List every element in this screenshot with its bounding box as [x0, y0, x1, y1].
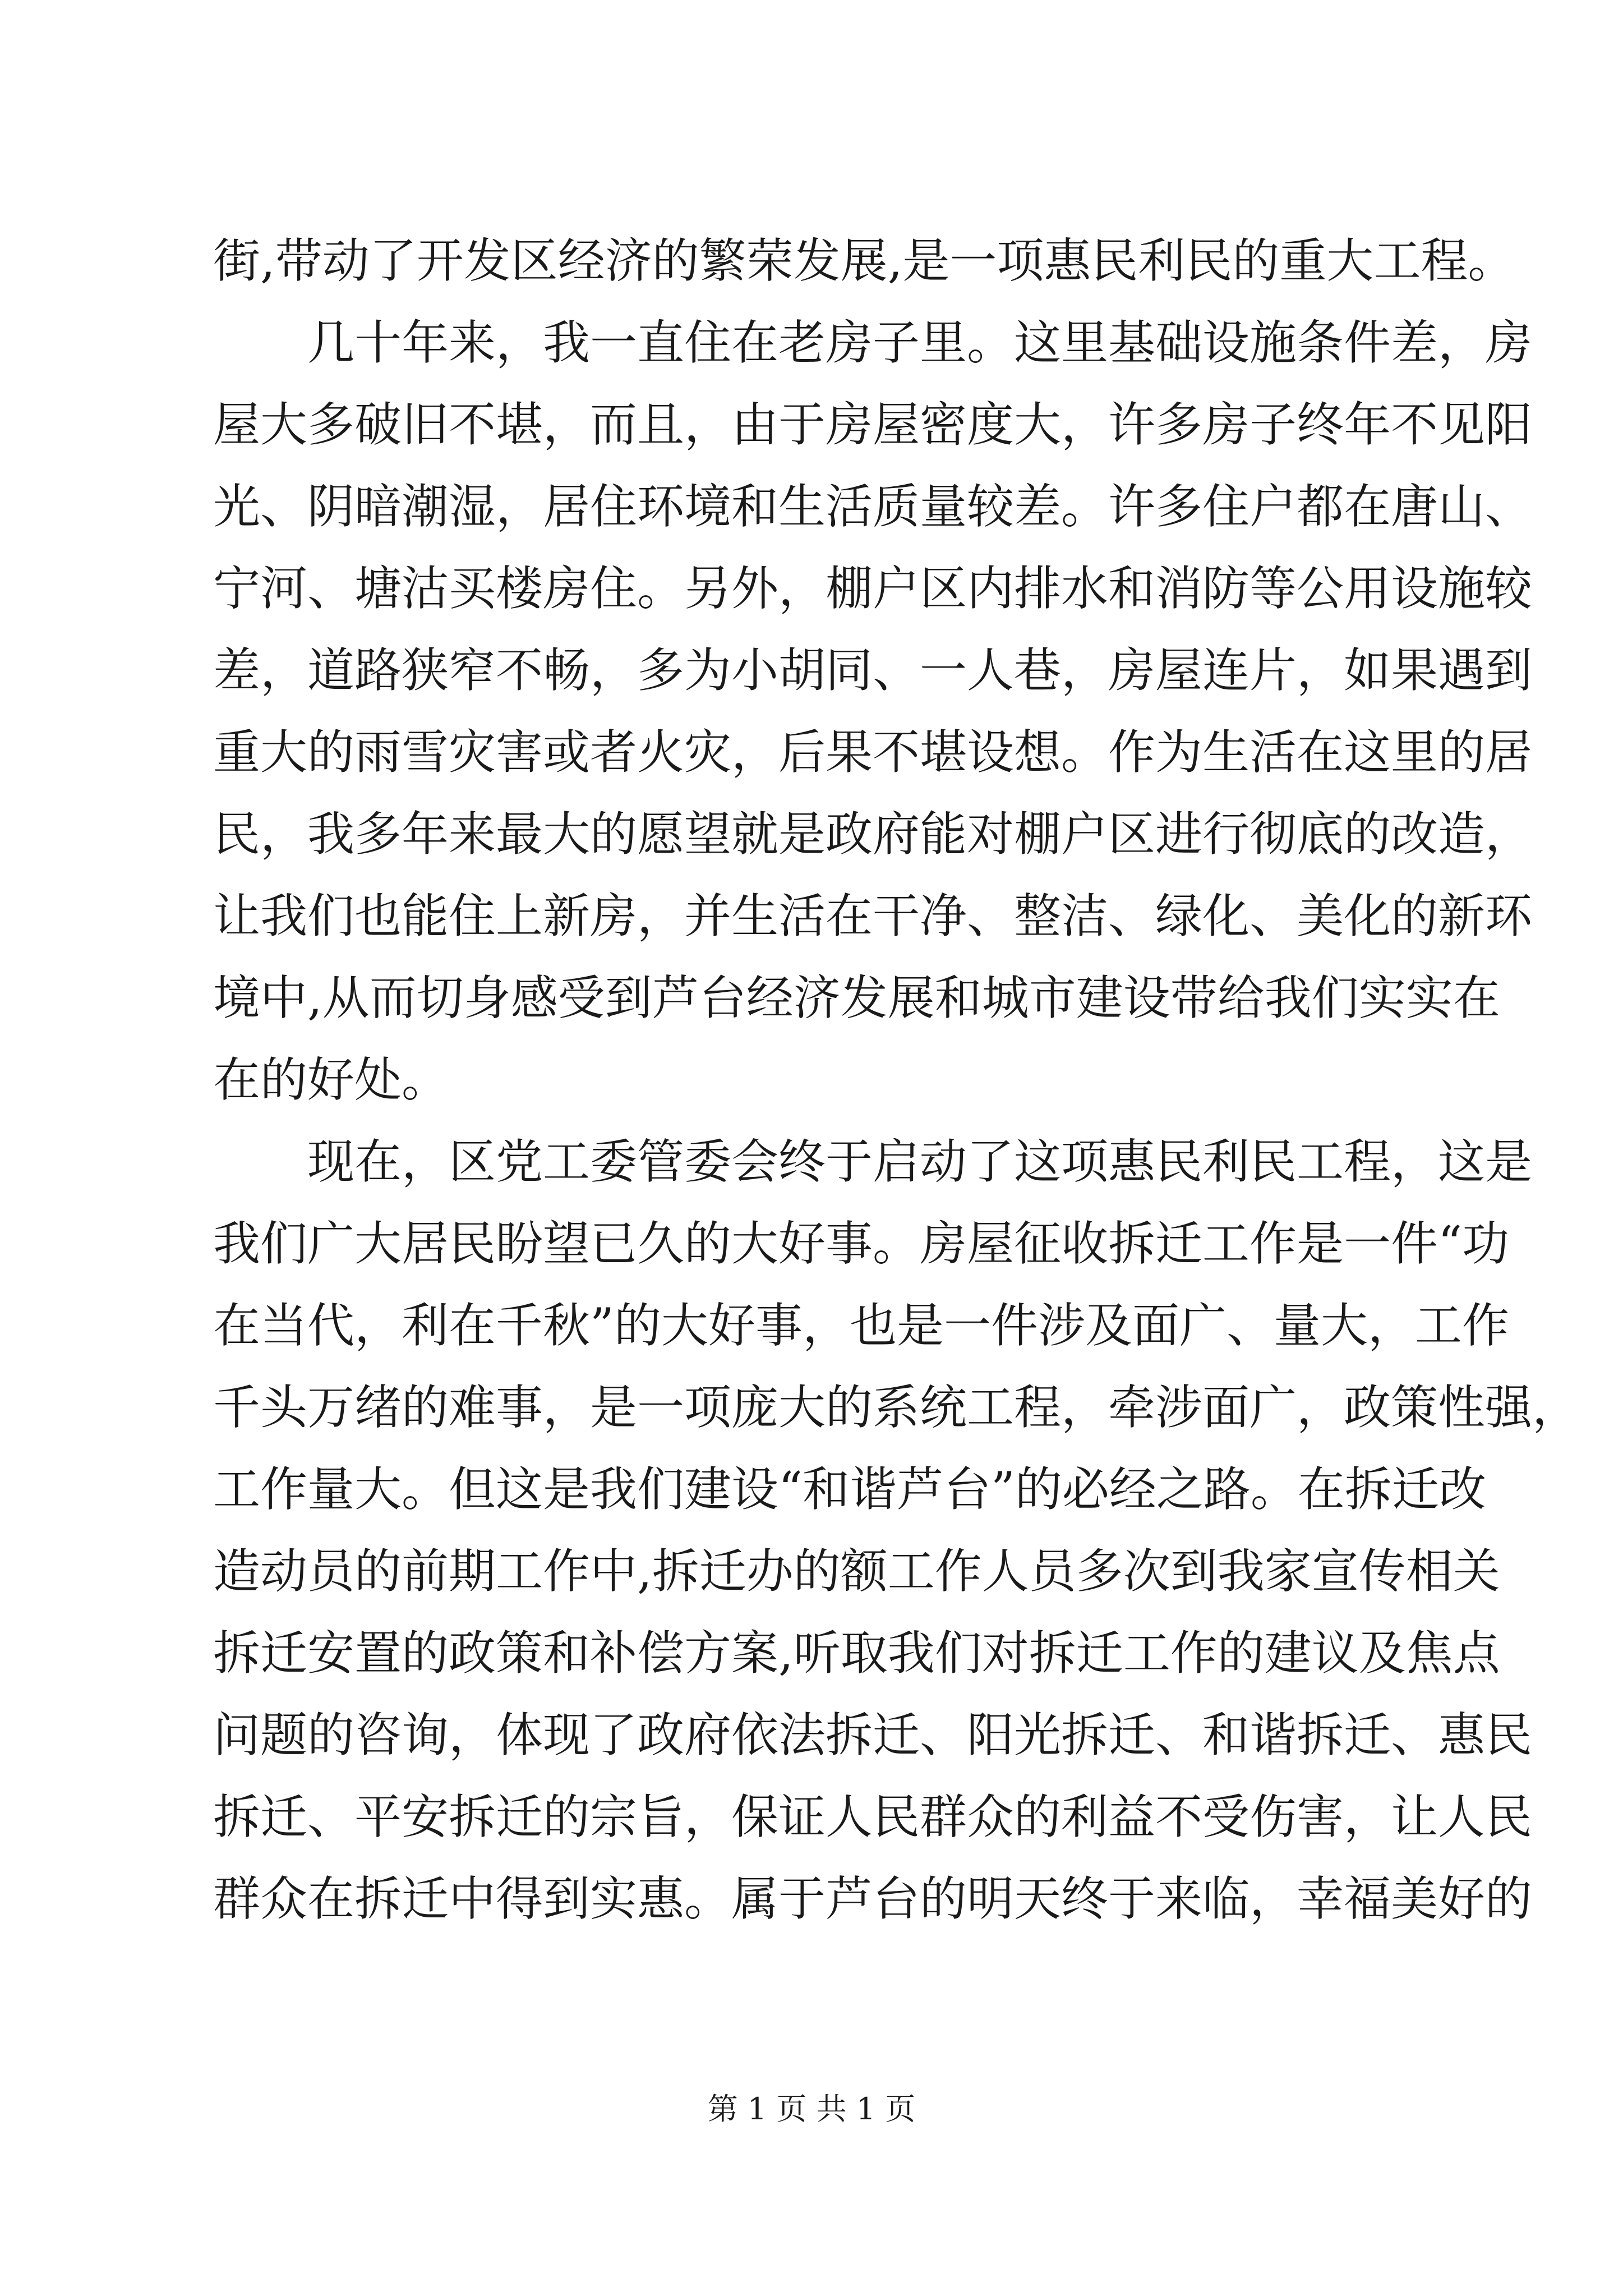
- paragraph-first-line: 现在，区党工委管委会终于启动了这项惠民利民工程，这是: [307, 1134, 1533, 1189]
- text-line: 街,带动了开发区经济的繁荣发展,是一项惠民利民的重大工程。: [213, 233, 1515, 288]
- text-line: 群众在拆迁中得到实惠。属于芦台的明天终于来临，幸福美好的: [213, 1871, 1533, 1926]
- text-line: 我们广大居民盼望已久的大好事。房屋征收拆迁工作是一件“功: [213, 1216, 1509, 1271]
- paragraph-last-line: 在的好处。: [213, 1052, 449, 1107]
- text-line: 境中,从而切身感受到芦台经济发展和城市建设带给我们实实在: [213, 970, 1500, 1025]
- text-line: 问题的咨询，体现了政府依法拆迁、阳光拆迁、和谐拆迁、惠民: [213, 1708, 1533, 1763]
- text-line: 造动员的前期工作中,拆迁办的额工作人员多次到我家宣传相关: [213, 1544, 1500, 1599]
- text-line: 拆迁、平安拆迁的宗旨，保证人民群众的利益不受伤害，让人民: [213, 1789, 1533, 1844]
- text-line: 在当代，利在千秋”的大好事，也是一件涉及面广、量大，工作: [213, 1298, 1509, 1353]
- text-line: 千头万绪的难事，是一项庞大的系统工程，牵涉面广，政策性强，: [213, 1380, 1580, 1435]
- text-line: 光、阴暗潮湿，居住环境和生活质量较差。许多住户都在唐山、: [213, 479, 1533, 534]
- text-line: 拆迁安置的政策和补偿方案,听取我们对拆迁工作的建议及焦点: [213, 1626, 1500, 1681]
- text-line: 让我们也能住上新房，并生活在干净、整洁、绿化、美化的新环: [213, 889, 1533, 944]
- document-body: [213, 220, 1580, 1940]
- text-line: 重大的雨雪灾害或者火灾，后果不堪设想。作为生活在这里的居: [213, 725, 1533, 780]
- text-line: 差，道路狭窄不畅，多为小胡同、一人巷，房屋连片，如果遇到: [213, 643, 1533, 698]
- text-line: 屋大多破旧不堪，而且，由于房屋密度大，许多房子终年不见阳: [213, 397, 1533, 452]
- text-line: 宁河、塘沽买楼房住。另外，棚户区内排水和消防等公用设施较: [213, 561, 1533, 616]
- paragraph-first-line: 几十年来，我一直住在老房子里。这里基础设施条件差，房: [307, 315, 1533, 370]
- text-line: 工作量大。但这是我们建设“和谐芦台”的必经之路。在拆迁改: [213, 1462, 1486, 1517]
- text-line: 民，我多年来最大的愿望就是政府能对棚户区进行彻底的改造，: [213, 807, 1533, 862]
- page-number-footer: 第 1 页 共 1 页: [707, 2091, 916, 2127]
